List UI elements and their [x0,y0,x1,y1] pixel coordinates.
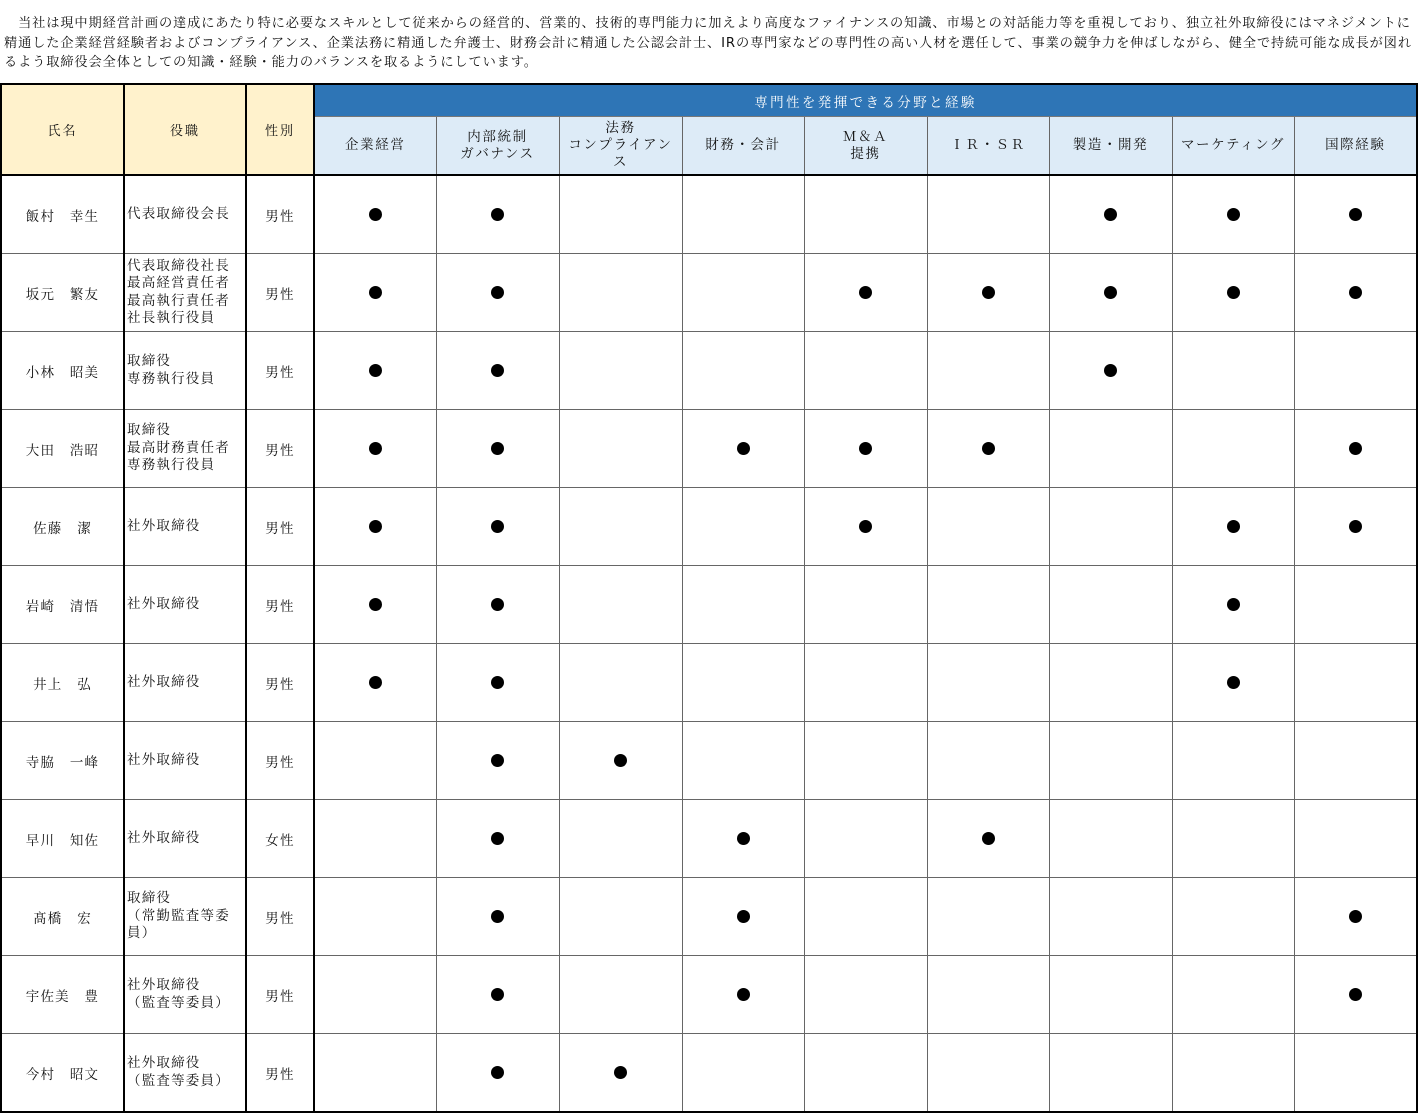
header-position: 役職 [124,84,246,175]
skill-cell [314,175,436,254]
skill-cell [559,254,682,332]
skill-cell [1049,644,1172,722]
director-gender: 男性 [246,566,314,644]
director-gender: 男性 [246,175,314,254]
table-row [1,566,1417,644]
skill-cell [1049,332,1172,410]
skill-cell [436,800,559,878]
filled-circle-icon [491,286,504,299]
skill-cell [682,175,804,254]
filled-circle-icon [369,442,382,455]
filled-circle-icon [491,442,504,455]
filled-circle-icon [491,208,504,221]
filled-circle-icon [369,676,382,689]
director-name: 岩崎 清悟 [1,566,124,644]
skill-cell [927,644,1049,722]
director-position: 社外取締役 [124,644,246,722]
skills-matrix-table [0,83,1418,1113]
director-position: 取締役 最高財務責任者 専務執行役員 [124,410,246,488]
skill-cell [1049,488,1172,566]
skill-cell [682,566,804,644]
skill-cell [1049,878,1172,956]
skill-cell [436,488,559,566]
skill-cell [436,566,559,644]
skill-cell [804,488,927,566]
skill-cell [1049,175,1172,254]
skill-cell [436,254,559,332]
skill-cell [927,332,1049,410]
skill-cell [559,175,682,254]
filled-circle-icon [1349,988,1362,1001]
skill-cell [314,644,436,722]
filled-circle-icon [1227,286,1240,299]
filled-circle-icon [1349,520,1362,533]
skill-cell [1294,410,1417,488]
skill-cell [1294,254,1417,332]
filled-circle-icon [369,364,382,377]
director-gender: 男性 [246,254,314,332]
table-row [1,644,1417,722]
skill-cell [927,800,1049,878]
filled-circle-icon [491,520,504,533]
skill-cell [1294,722,1417,800]
skill-cell [927,1034,1049,1113]
director-name: 佐藤 潔 [1,488,124,566]
skill-cell [804,332,927,410]
director-position: 社外取締役 （監査等委員） [124,956,246,1034]
table-row [1,175,1417,254]
filled-circle-icon [491,676,504,689]
skill-cell [436,1034,559,1113]
skill-cell [682,332,804,410]
skill-cell [682,956,804,1034]
skill-cell [1172,488,1294,566]
skill-cell [927,410,1049,488]
skill-cell [1294,1034,1417,1113]
director-gender: 男性 [246,644,314,722]
skill-cell [1049,410,1172,488]
skill-cell [1294,488,1417,566]
skill-cell [559,1034,682,1113]
skill-cell [314,1034,436,1113]
skill-cell [1172,175,1294,254]
skill-cell [682,722,804,800]
filled-circle-icon [491,988,504,1001]
skill-header: マーケティング [1172,117,1294,176]
director-position: 社外取締役 [124,722,246,800]
skill-cell [804,800,927,878]
filled-circle-icon [491,598,504,611]
skill-cell [1172,722,1294,800]
skill-cell [1294,878,1417,956]
director-name: 今村 昭文 [1,1034,124,1113]
filled-circle-icon [1104,208,1117,221]
director-position: 社外取締役 [124,800,246,878]
skill-cell [1049,800,1172,878]
skill-cell [314,956,436,1034]
skill-cell [682,800,804,878]
table-row [1,956,1417,1034]
skill-cell [314,254,436,332]
skill-cell [1172,254,1294,332]
skill-cell [436,722,559,800]
skill-cell [1172,878,1294,956]
director-name: 宇佐美 豊 [1,956,124,1034]
skill-cell [1172,566,1294,644]
filled-circle-icon [369,208,382,221]
director-gender: 男性 [246,488,314,566]
filled-circle-icon [1104,286,1117,299]
director-name: 坂元 繁友 [1,254,124,332]
skill-cell [314,722,436,800]
skill-cell [1049,566,1172,644]
skill-cell [804,722,927,800]
skill-cell [804,410,927,488]
skill-header: Ｍ＆Ａ 提携 [804,117,927,176]
filled-circle-icon [369,520,382,533]
director-gender: 男性 [246,410,314,488]
director-position: 取締役 専務執行役員 [124,332,246,410]
skill-cell [436,332,559,410]
skill-cell [804,1034,927,1113]
table-row [1,488,1417,566]
filled-circle-icon [982,286,995,299]
skill-cell [559,566,682,644]
director-name: 小林 昭美 [1,332,124,410]
skill-cell [927,878,1049,956]
skill-cell [682,254,804,332]
skill-cell [1294,956,1417,1034]
skill-cell [927,722,1049,800]
skill-cell [559,332,682,410]
skill-cell [1172,332,1294,410]
skill-cell [804,644,927,722]
skill-cell [682,644,804,722]
filled-circle-icon [614,754,627,767]
skill-header: ＩＲ・ＳＲ [927,117,1049,176]
skill-header: 企業経営 [314,117,436,176]
skill-cell [804,878,927,956]
filled-circle-icon [737,832,750,845]
table-row [1,878,1417,956]
skill-cell [559,878,682,956]
skill-cell [804,175,927,254]
skill-cell [559,488,682,566]
header-gender: 性別 [246,84,314,175]
skill-cell [314,878,436,956]
skill-cell [682,488,804,566]
table-row [1,722,1417,800]
filled-circle-icon [491,1066,504,1079]
skill-header: 国際経験 [1294,117,1417,176]
skill-cell [436,410,559,488]
director-position: 社外取締役 （監査等委員） [124,1034,246,1113]
skill-cell [559,800,682,878]
skill-cell [1172,800,1294,878]
director-gender: 男性 [246,1034,314,1113]
filled-circle-icon [491,832,504,845]
skill-cell [1294,644,1417,722]
skill-cell [559,644,682,722]
skill-cell [804,566,927,644]
filled-circle-icon [1227,598,1240,611]
header-name: 氏名 [1,84,124,175]
skill-cell [436,878,559,956]
skill-cell [927,488,1049,566]
skill-cell [1294,800,1417,878]
filled-circle-icon [982,832,995,845]
table-row [1,800,1417,878]
skill-cell [314,800,436,878]
director-position: 取締役 （常勤監査等委員） [124,878,246,956]
filled-circle-icon [859,520,872,533]
filled-circle-icon [859,286,872,299]
director-gender: 男性 [246,956,314,1034]
director-gender: 女性 [246,800,314,878]
skill-header: 法務 コンプライアン ス [559,117,682,176]
filled-circle-icon [491,754,504,767]
director-position: 代表取締役社長 最高経営責任者 最高執行責任者 社長執行役員 [124,254,246,332]
table-row [1,332,1417,410]
skill-cell [314,488,436,566]
skill-cell [559,410,682,488]
director-name: 飯村 幸生 [1,175,124,254]
skill-cell [1049,254,1172,332]
director-gender: 男性 [246,722,314,800]
skill-cell [314,566,436,644]
skill-cell [436,956,559,1034]
skill-cell [436,175,559,254]
skill-cell [927,254,1049,332]
skill-cell [1049,956,1172,1034]
filled-circle-icon [737,910,750,923]
director-gender: 男性 [246,332,314,410]
skill-cell [1049,722,1172,800]
skill-cell [1172,410,1294,488]
filled-circle-icon [737,442,750,455]
director-gender: 男性 [246,878,314,956]
skill-header: 製造・開発 [1049,117,1172,176]
skill-cell [1294,175,1417,254]
skill-cell [927,566,1049,644]
director-name: 大田 浩昭 [1,410,124,488]
skill-cell [1172,644,1294,722]
filled-circle-icon [1227,676,1240,689]
filled-circle-icon [1349,442,1362,455]
table-row [1,1034,1417,1113]
skill-cell [1172,956,1294,1034]
skill-cell [682,878,804,956]
skill-cell [682,1034,804,1113]
filled-circle-icon [491,364,504,377]
skill-cell [1172,1034,1294,1113]
filled-circle-icon [1104,364,1117,377]
table-row [1,410,1417,488]
skill-header: 内部統制 ガバナンス [436,117,559,176]
director-position: 社外取締役 [124,566,246,644]
intro-paragraph: 当社は現中期経営計画の達成にあたり特に必要なスキルとして従来からの経営的、営業的、技術的専門能力に加えより高度なファイナンスの知識、市場との対話能力等を重視しており、独立社外取締役にはマネジメントに精通した企業経営経験者およびコンプライアンス、企業法務に精通した弁護士、財務会計に精通した公認会計士、IRの専門家などの専門性の高い人材を選任して、事業の競争力を伸ばしながら、健全で持続可能な成長が図れるよう取締役会全体としての知識・経験・能力のバランスを取るようにしています。 [4,16,1412,70]
skill-cell [927,956,1049,1034]
filled-circle-icon [1227,520,1240,533]
skill-cell [804,254,927,332]
filled-circle-icon [859,442,872,455]
skill-cell [559,722,682,800]
skill-cell [1049,1034,1172,1113]
filled-circle-icon [1349,208,1362,221]
skill-cell [314,332,436,410]
table-row [1,254,1417,332]
filled-circle-icon [369,286,382,299]
director-name: 髙橋 宏 [1,878,124,956]
director-position: 代表取締役会長 [124,175,246,254]
filled-circle-icon [491,910,504,923]
skill-cell [314,410,436,488]
skill-header: 財務・会計 [682,117,804,176]
skill-cell [1294,566,1417,644]
filled-circle-icon [1227,208,1240,221]
skill-cell [927,175,1049,254]
filled-circle-icon [614,1066,627,1079]
skill-cell [436,644,559,722]
filled-circle-icon [982,442,995,455]
director-name: 早川 知佐 [1,800,124,878]
skill-cell [1294,332,1417,410]
skill-cell [559,956,682,1034]
filled-circle-icon [737,988,750,1001]
skill-cell [682,410,804,488]
filled-circle-icon [369,598,382,611]
table-body [1,175,1417,1112]
skill-cell [804,956,927,1034]
header-skills-group: 専門性を発揮できる分野と経験 [314,84,1417,117]
filled-circle-icon [1349,910,1362,923]
filled-circle-icon [1349,286,1362,299]
director-name: 井上 弘 [1,644,124,722]
director-position: 社外取締役 [124,488,246,566]
director-name: 寺脇 一峰 [1,722,124,800]
